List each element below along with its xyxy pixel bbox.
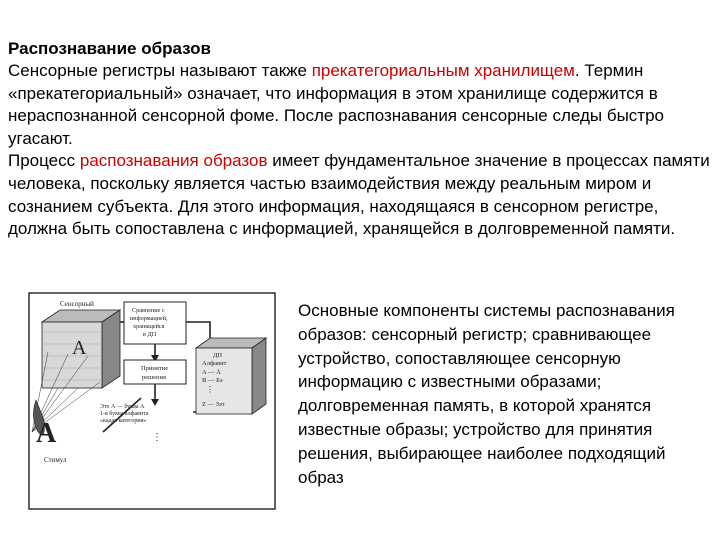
highlight-term: распознавания образов: [79, 151, 268, 171]
stimulus-letter: A: [36, 418, 57, 449]
ltm-entry-2: B — Бэ: [202, 377, 223, 384]
paragraph-text: Процесс: [8, 151, 80, 171]
output-label-line2: 1-я буква алфавита: [100, 411, 149, 417]
paragraph-sensory-registers: [8, 60, 713, 150]
ltm-label-line1: ДП: [213, 352, 223, 359]
pattern-recognition-diagram: [28, 292, 276, 510]
comparator-label-line3: хранящейся: [133, 323, 165, 330]
decision-label-line1: Принятие: [141, 365, 169, 372]
output-label-line3: «кадая категория»: [100, 418, 147, 424]
diagram-caption: Основные компоненты системы распознавания образов: сенсорный регистр; сравнивающее устройство, сопоставляющее сенсорную информацию с известными образами; долговременная память, в которой хранятся известные образы; устройство для принятия решения, выбирающее наиболее подходящий образ: [298, 301, 675, 487]
register-letter: A: [72, 337, 87, 359]
ltm-ellipsis-icon: ⋮: [206, 385, 214, 394]
paragraph-pattern-recognition: [8, 150, 713, 240]
output-label-line1: Это А — буква А: [100, 404, 145, 410]
slide-title: Распознавание образов: [8, 39, 211, 58]
highlight-term: прекатегориальным хранилищем: [311, 61, 575, 80]
comparator-label-line2: информацией,: [130, 315, 168, 322]
body-text: [8, 60, 713, 241]
comparator-label-line4: в ДП: [143, 331, 157, 338]
paragraph-text: Сенсорные регистры называют также: [8, 61, 312, 80]
decision-label-line2: решения: [142, 374, 166, 381]
ltm-entry-3: Z — Зэт: [202, 401, 225, 408]
ltm-label-line2: Алфавит: [202, 360, 227, 367]
stimulus-label: Стимул: [44, 456, 67, 464]
ltm-entry-1: A — Ā: [202, 369, 221, 376]
paragraph-text: . Термин «прекатегориальный» означает, что информация в этом хранилище содержится в нераспознанной сенсорной фоме. После распознавания сенсорные следы быстро угасают.: [8, 61, 664, 148]
output-ellipsis-icon: ⋮: [152, 432, 162, 443]
paragraph-text: имеет фундаментальное значение в процессах памяти человека, поскольку является частью взаимодействия между реальным миром и сознанием субъекта. Для этого информация, находящаяся в сенсорном регистре, должна быть сопоставлена с информацией, хранящейся в долговременной памяти.: [8, 151, 710, 239]
sensory-register-label-line1: Сенсорный: [60, 300, 94, 308]
comparator-label-line1: Сравнение с: [132, 307, 165, 314]
